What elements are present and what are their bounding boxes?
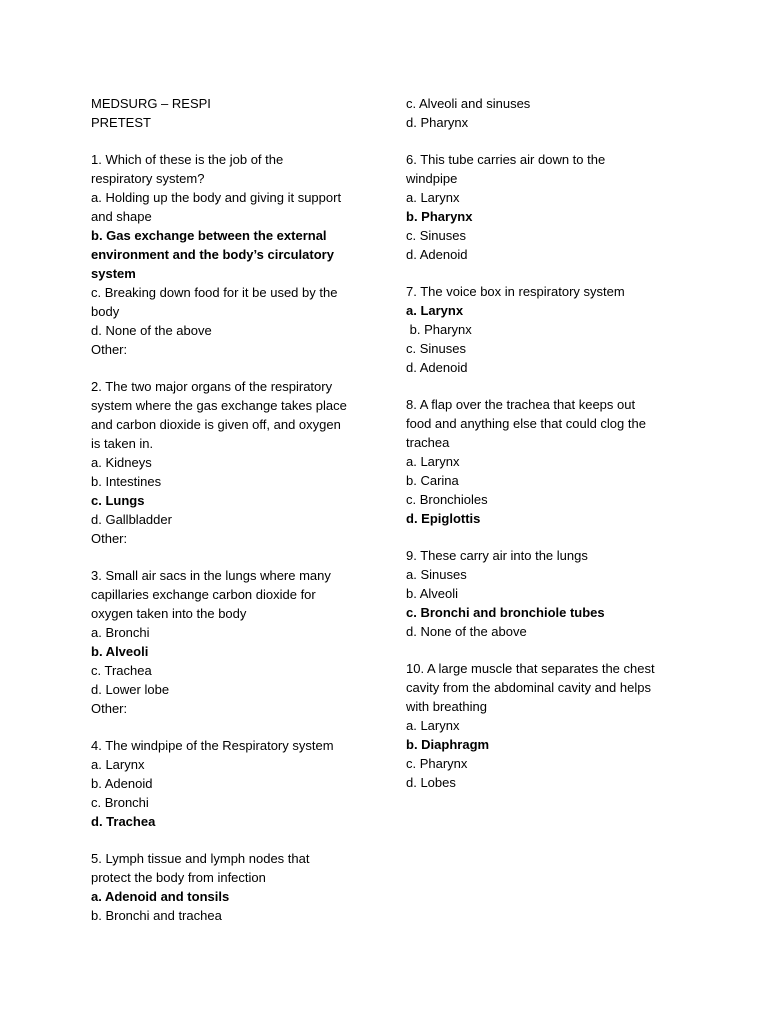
question-line: protect the body from infection [91,870,266,885]
question-line: oxygen taken into the body [91,606,247,621]
left-question-list [91,150,366,925]
question-block [91,377,366,548]
question-line: b. Carina [406,473,459,488]
question-line: d. None of the above [91,323,212,338]
question-line: with breathing [406,699,487,714]
question-line: respiratory system? [91,171,205,186]
correct-answer-line: d. Epiglottis [406,511,481,526]
question-block [406,546,686,641]
question-line: a. Larynx [406,454,460,469]
question-line: food and anything else that could clog the [406,416,646,431]
question-line: trachea [406,435,450,450]
left-column [91,94,366,943]
question-block [406,659,686,792]
question-line: cavity from the abdominal cavity and helps [406,680,651,695]
question-line: c. Bronchioles [406,492,488,507]
question-line: 6. This tube carries air down to the [406,152,606,167]
question-line: b. Pharynx [406,322,472,337]
correct-answer-line: environment and the body’s circulatory [91,247,334,262]
question-line: Other: [91,701,128,716]
question-line: d. Gallbladder [91,512,172,527]
question-block [406,94,686,132]
question-line: 1. Which of these is the job of the [91,152,284,167]
correct-answer-line: system [91,266,136,281]
correct-answer-line: d. Trachea [91,814,156,829]
question-line: b. Adenoid [91,776,153,791]
question-line: d. Pharynx [406,115,469,130]
question-line: c. Breaking down food for it be used by the [91,285,338,300]
question-line: system where the gas exchange takes place [91,398,347,413]
question-line: a. Larynx [406,718,460,733]
question-line: a. Bronchi [91,625,150,640]
question-block [406,150,686,264]
question-line: d. Lower lobe [91,682,170,697]
question-block [91,566,366,718]
correct-answer-line: b. Alveoli [91,644,149,659]
question-block [406,282,686,377]
correct-answer-line: a. Larynx [406,303,464,318]
question-line: c. Bronchi [91,795,149,810]
question-line: c. Trachea [91,663,152,678]
question-line: body [91,304,120,319]
question-line: capillaries exchange carbon dioxide for [91,587,316,602]
question-block [406,395,686,528]
question-line: c. Sinuses [406,228,466,243]
question-line: a. Larynx [91,757,145,772]
correct-answer-line: b. Gas exchange between the external [91,228,327,243]
right-column [406,94,686,810]
question-line: c. Sinuses [406,341,466,356]
question-line: 8. A flap over the trachea that keeps out [406,397,636,412]
question-line: c. Pharynx [406,756,468,771]
question-line: d. Adenoid [406,247,468,262]
correct-answer-line: a. Adenoid and tonsils [91,889,230,904]
question-line: c. Alveoli and sinuses [406,96,531,111]
question-line: 2. The two major organs of the respiratory [91,379,333,394]
question-line: Other: [91,531,128,546]
correct-answer-line: c. Bronchi and bronchiole tubes [406,605,605,620]
question-block [91,150,366,359]
question-line: 3. Small air sacs in the lungs where many [91,568,331,583]
question-line: a. Larynx [406,190,460,205]
question-line: 9. These carry air into the lungs [406,548,588,563]
question-line: windpipe [406,171,458,186]
question-line: Other: [91,342,128,357]
question-line: b. Intestines [91,474,162,489]
question-line: 5. Lymph tissue and lymph nodes that [91,851,310,866]
question-block [91,849,366,925]
question-line: and shape [91,209,152,224]
document-subtitle: PRETEST [91,115,151,130]
question-line: d. Adenoid [406,360,468,375]
right-question-list [406,94,686,792]
question-line: a. Sinuses [406,567,467,582]
correct-answer-line: b. Pharynx [406,209,473,224]
document-title: MEDSURG – RESPI [91,96,211,111]
correct-answer-line: b. Diaphragm [406,737,490,752]
question-line: 7. The voice box in respiratory system [406,284,625,299]
question-line: and carbon dioxide is given off, and oxygen [91,417,341,432]
question-line: 10. A large muscle that separates the chest [406,661,655,676]
question-line: b. Bronchi and trachea [91,908,222,923]
question-line: is taken in. [91,436,154,451]
question-line: b. Alveoli [406,586,459,601]
question-line: d. None of the above [406,624,527,639]
question-line: d. Lobes [406,775,456,790]
question-line: a. Holding up the body and giving it support [91,190,342,205]
question-line: 4. The windpipe of the Respiratory system [91,738,334,753]
question-line: a. Kidneys [91,455,152,470]
document-header [91,94,366,132]
correct-answer-line: c. Lungs [91,493,145,508]
question-block [91,736,366,831]
